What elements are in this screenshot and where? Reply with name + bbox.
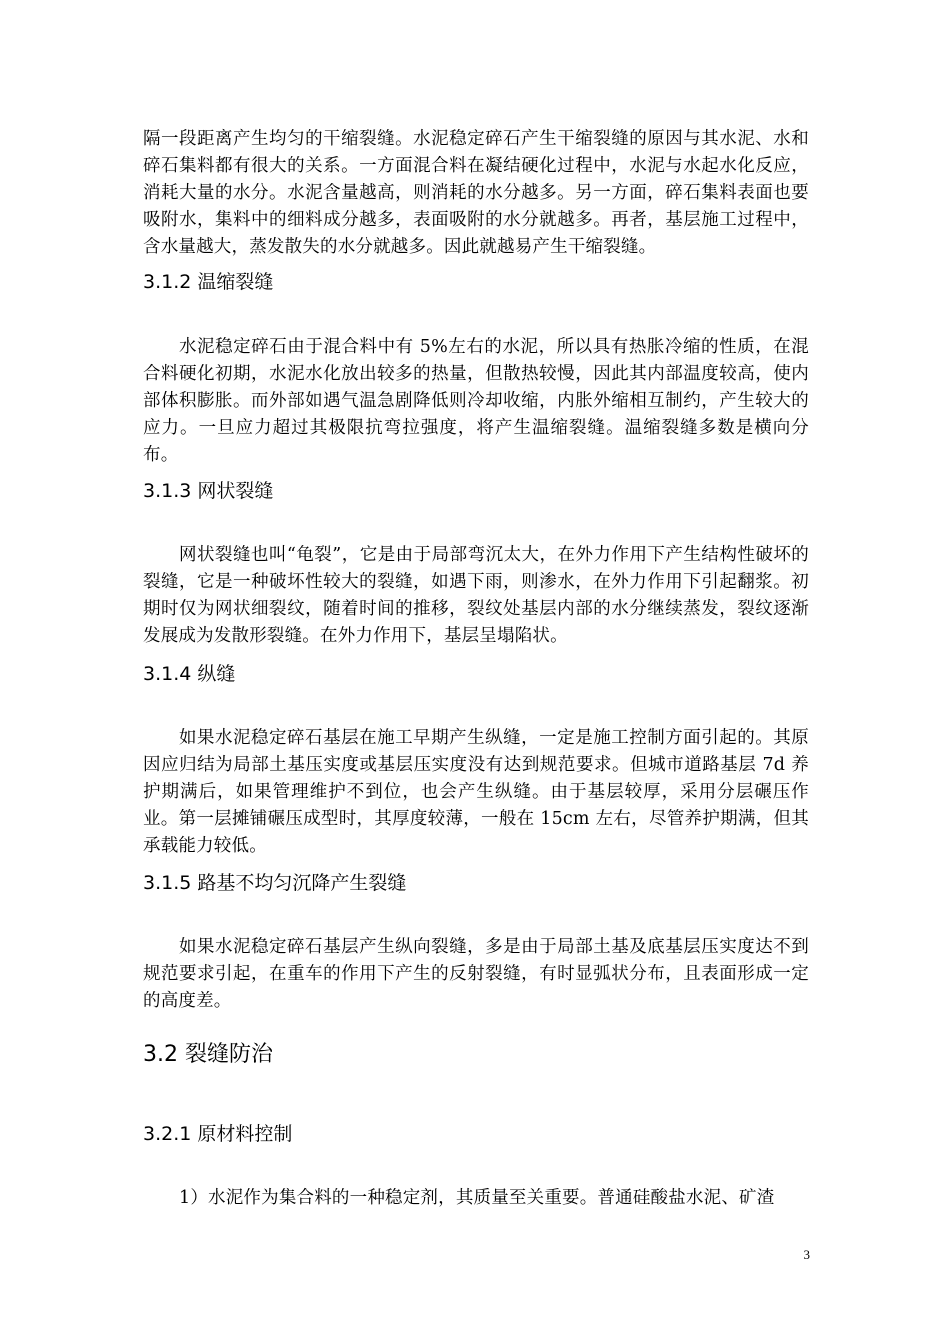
paragraph-uneven-settlement-cracks [143,934,809,1015]
paragraph-text: 网状裂缝也叫“龟裂”，它是由于局部弯沉太大，在外力作用下产生结构性破坏的裂缝，它是一种破坏性较大的裂缝，如遇下雨，则渗水，在外力作用下引起翻浆。初期时仅为网状细裂纹，随着时间的推移，裂纹处基层内部的水分继续蒸发，裂纹逐渐发展成为发散形裂缝。在外力作用下，基层呈塌陷状。 [143,545,809,646]
paragraph-raw-material-control [143,1185,809,1212]
paragraph-temperature-shrinkage-cracks [143,334,809,469]
heading-uneven-settlement-cracks [143,870,809,896]
heading-raw-material-control [143,1121,809,1147]
section-heading: 3.1.4 纵缝 [143,663,236,685]
paragraph-text: 隔一段距离产生均匀的干缩裂缝。水泥稳定碎石产生干缩裂缝的原因与其水泥、水和碎石集料都有很大的关系。一方面混合料在凝结硬化过程中，水泥与水起水化反应，消耗大量的水分。水泥含量越高，则消耗的水分越多。另一方面，碎石集料表面也要吸附水，集料中的细料成分越多，表面吸附的水分就越多。再者，基层施工过程中，含水量越大，蒸发散失的水分就越多。因此就越易产生干缩裂缝。 [143,129,809,257]
paragraph-text: 水泥稳定碎石由于混合料中有 5%左右的水泥，所以具有热胀冷缩的性质，在混合料硬化初期，水泥水化放出较多的热量，但散热较慢，因此其内部温度较高，使内部体积膨胀。而外部如遇气温急剧降低则冷却收缩，内胀外缩相互制约，产生较大的应力。一旦应力超过其极限抗弯拉强度，将产生温缩裂缝。温缩裂缝多数是横向分布。 [143,337,809,465]
paragraph-text: 如果水泥稳定碎石基层产生纵向裂缝，多是由于局部土基及底基层压实度达不到规范要求引起，在重车的作用下产生的反射裂缝，有时显弧状分布，且表面形成一定的高度差。 [143,937,809,1011]
paragraph-longitudinal-cracks [143,725,809,860]
paragraph-dry-shrinkage-cracks [143,126,809,261]
heading-crack-prevention [143,1041,809,1069]
section-heading: 3.1.3 网状裂缝 [143,480,274,502]
page-number: 3 [803,1247,810,1262]
chapter-heading: 3.2 裂缝防治 [143,1042,273,1067]
section-heading: 3.1.2 温缩裂缝 [143,271,274,293]
heading-mesh-cracks [143,478,809,504]
paragraph-text: 1）水泥作为集合料的一种稳定剂，其质量至关重要。普通硅酸盐水泥、矿渣 [179,1188,775,1208]
section-heading: 3.2.1 原材料控制 [143,1123,293,1145]
heading-longitudinal-cracks [143,661,809,687]
paragraph-text: 如果水泥稳定碎石基层在施工早期产生纵缝，一定是施工控制方面引起的。其原因应归结为局部土基压实度或基层压实度没有达到规范要求。但城市道路基层 7d 养护期满后，如果管理维护不到位，也会产生纵缝。由于基层较厚，采用分层碾压作业。第一层摊铺碾压成型时，其厚度较薄，一般在 15cm 左右，尽管养护期满，但其承载能力较低。 [143,728,809,856]
section-heading: 3.1.5 路基不均匀沉降产生裂缝 [143,872,407,894]
heading-temperature-shrinkage-cracks [143,269,809,295]
paragraph-mesh-cracks [143,542,809,650]
